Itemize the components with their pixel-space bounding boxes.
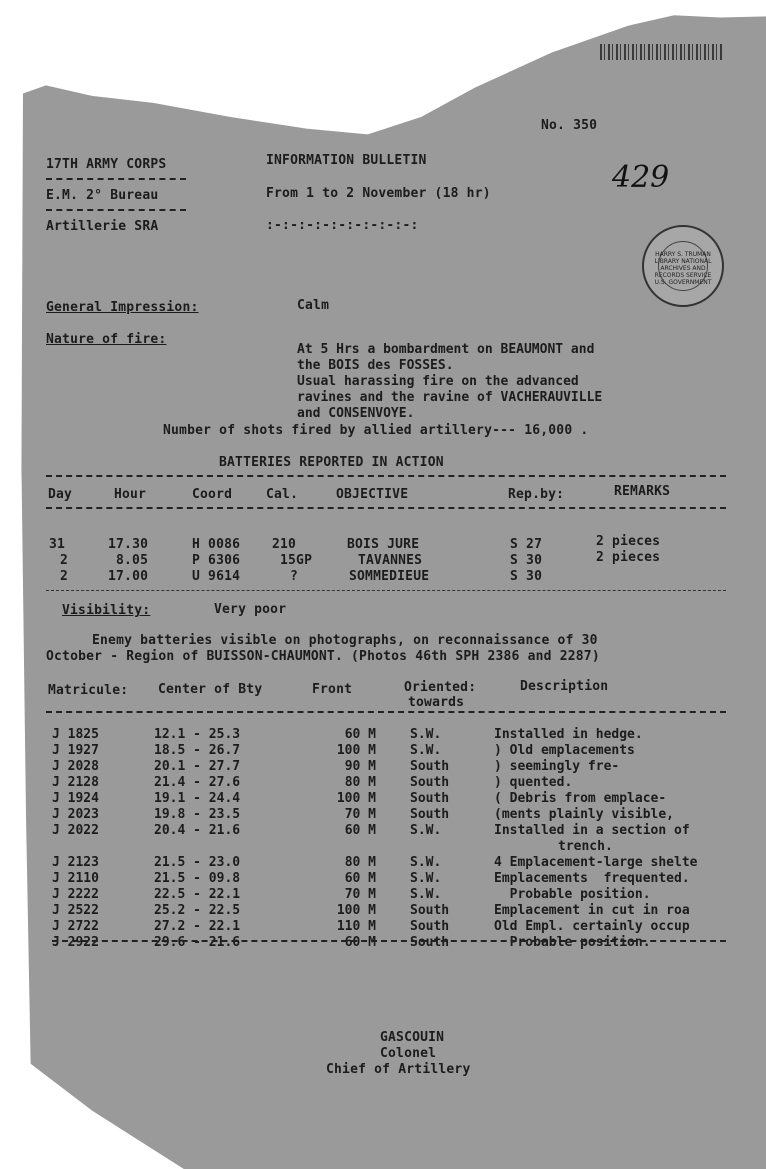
battery-hour: 8.05 xyxy=(116,553,149,568)
enemy-row-description: ) Old emplacements xyxy=(494,743,635,758)
col-objective: OBJECTIVE xyxy=(336,487,409,502)
enemy-row-front: 70 M xyxy=(344,887,376,902)
table-top-rule xyxy=(46,475,726,477)
enemy-row-front: 80 M xyxy=(344,775,376,790)
enemy-row-orientation: S.W. xyxy=(410,743,442,758)
enemy-intro-line1: Enemy batteries visible on photographs, on reconnaissance of 30 xyxy=(92,633,598,648)
battery-caliber: 210 xyxy=(272,537,297,552)
nature-of-fire-text xyxy=(297,326,602,438)
enemy-row-center: 22.5 - 22.1 xyxy=(154,887,241,902)
general-impression-value: Calm xyxy=(297,298,330,313)
col-caliber: Cal. xyxy=(266,487,299,502)
enemy-row-description: Installed in hedge. xyxy=(494,727,643,742)
general-impression-label: General Impression: xyxy=(46,300,199,315)
battery-objective: TAVANNES xyxy=(358,553,423,568)
battery-caliber: ? xyxy=(290,569,299,584)
nature-line: the BOIS des FOSSES. xyxy=(297,358,454,373)
enemy-intro-line2: October - Region of BUISSON-CHAUMONT. (Photos 46th SPH 2386 and 2287) xyxy=(46,649,600,664)
enemy-row-center: 29.6 - 21.6 xyxy=(154,935,241,950)
enemy-row-matricule: J 2922 xyxy=(52,935,99,950)
battery-hour: 17.30 xyxy=(108,537,149,552)
enemy-row-description: Old Empl. certainly occup xyxy=(494,919,690,934)
divider xyxy=(46,178,186,180)
battery-hour: 17.00 xyxy=(108,569,149,584)
enemy-front-column xyxy=(304,711,376,967)
enemy-row-front: 60 M xyxy=(344,727,376,742)
artillery-unit: Artillerie SRA xyxy=(46,219,159,234)
bulletin-title: INFORMATION BULLETIN xyxy=(266,153,427,168)
enemy-table-bottom-rule xyxy=(52,940,726,942)
enemy-center-column xyxy=(154,711,240,967)
enemy-row-orientation: South xyxy=(410,807,450,822)
enemy-row-matricule: J 2110 xyxy=(52,871,99,886)
signature-title: Chief of Artillery xyxy=(326,1062,471,1077)
enemy-orientation-column xyxy=(410,711,449,967)
enemy-row-orientation: S.W. xyxy=(410,727,442,742)
enemy-row-description: ) quented. xyxy=(494,775,573,790)
enemy-description-column xyxy=(494,711,740,967)
bulletin-period: From 1 to 2 November (18 hr) xyxy=(266,186,491,201)
archive-stamp xyxy=(642,225,724,307)
enemy-row-front: 80 M xyxy=(344,855,376,870)
enemy-row-matricule: J 2722 xyxy=(52,919,99,934)
enemy-row-front: 100 M xyxy=(336,903,376,918)
enemy-row-front: 60 M xyxy=(344,935,376,950)
enemy-matricule-column xyxy=(52,711,99,967)
enemy-row-center: 21.5 - 09.8 xyxy=(154,871,241,886)
enemy-row-description: ( Debris from emplace- xyxy=(494,791,667,806)
enemy-row-orientation xyxy=(410,839,449,855)
enemy-row-description: Emplacements frequented. xyxy=(494,871,690,886)
enemy-row-front xyxy=(304,839,376,855)
enemy-row-center: 25.2 - 22.5 xyxy=(154,903,241,918)
nature-line: At 5 Hrs a bombardment on BEAUMONT and xyxy=(297,342,595,357)
title-separator: :-:-:-:-:-:-:-:-:-: xyxy=(266,218,419,233)
enemy-row-matricule: J 2028 xyxy=(52,759,99,774)
col-hour: Hour xyxy=(114,487,147,502)
enemy-row-orientation: S.W. xyxy=(410,823,442,838)
enemy-row-center: 19.8 - 23.5 xyxy=(154,807,241,822)
battery-day: 2 xyxy=(60,553,69,568)
enemy-row-front: 60 M xyxy=(344,823,376,838)
enemy-row-description: Emplacement in cut in roa xyxy=(494,903,690,918)
nature-of-fire-label: Nature of fire: xyxy=(46,332,167,347)
battery-day: 31 xyxy=(49,537,66,552)
signature-name: GASCOUIN xyxy=(380,1030,445,1045)
battery-reported-by: S 30 xyxy=(510,553,543,568)
enemy-row-orientation: South xyxy=(410,903,450,918)
battery-caliber: 15GP xyxy=(280,553,313,568)
enemy-row-front: 110 M xyxy=(336,919,376,934)
enemy-row-front: 60 M xyxy=(344,871,376,886)
enemy-row-front: 90 M xyxy=(344,759,376,774)
batteries-title: BATTERIES REPORTED IN ACTION xyxy=(219,455,444,470)
table-bottom-rule xyxy=(46,590,726,591)
enemy-row-matricule xyxy=(52,839,99,855)
battery-coord: U 9614 xyxy=(192,569,241,584)
enemy-row-center: 19.1 - 24.4 xyxy=(154,791,241,806)
nature-line: ravines and the ravine of VACHERAUVILLE xyxy=(297,390,603,405)
enemy-row-front: 100 M xyxy=(336,743,376,758)
enemy-row-orientation: South xyxy=(410,775,450,790)
enemy-row-matricule: J 1924 xyxy=(52,791,99,806)
archive-barcode xyxy=(600,44,722,60)
enemy-row-center xyxy=(154,839,240,855)
enemy-row-matricule: J 2522 xyxy=(52,903,99,918)
battery-reported-by: S 30 xyxy=(510,569,543,584)
battery-remarks: 2 pieces xyxy=(596,534,661,549)
enemy-row-matricule: J 1927 xyxy=(52,743,99,758)
divider xyxy=(46,209,186,211)
enemy-row-orientation: S.W. xyxy=(410,871,442,886)
col-remarks: REMARKS xyxy=(614,484,671,499)
enemy-row-matricule: J 2023 xyxy=(52,807,99,822)
visibility-value: Very poor xyxy=(214,602,287,617)
visibility-label: Visibility: xyxy=(62,603,151,618)
col-description: Description xyxy=(520,679,609,694)
enemy-row-orientation: S.W. xyxy=(410,855,442,870)
col-day: Day xyxy=(48,487,73,502)
col-coord: Coord xyxy=(192,487,233,502)
enemy-row-orientation: S.W. xyxy=(410,887,442,902)
battery-coord: P 6306 xyxy=(192,553,241,568)
enemy-row-matricule: J 2123 xyxy=(52,855,99,870)
col-center-of-bty: Center of Bty xyxy=(158,682,263,697)
battery-day: 2 xyxy=(60,569,69,584)
enemy-row-center: 20.4 - 21.6 xyxy=(154,823,241,838)
enemy-row-orientation: South xyxy=(410,791,450,806)
enemy-row-matricule: J 2128 xyxy=(52,775,99,790)
battery-remarks: 2 pieces xyxy=(596,550,661,565)
enemy-row-center: 21.4 - 27.6 xyxy=(154,775,241,790)
enemy-row-matricule: J 2222 xyxy=(52,887,99,902)
document-number: No. 350 xyxy=(541,118,598,133)
enemy-row-center: 20.1 - 27.7 xyxy=(154,759,241,774)
handwritten-page-number: 429 xyxy=(612,160,670,195)
enemy-row-center: 18.5 - 26.7 xyxy=(154,743,241,758)
nature-line: Usual harassing fire on the advanced xyxy=(297,374,579,389)
col-towards: towards xyxy=(408,695,465,710)
enemy-row-orientation: South xyxy=(410,919,450,934)
col-matricule: Matricule: xyxy=(48,683,129,698)
battery-objective: BOIS JURE xyxy=(347,537,420,552)
enemy-row-description: Probable position. xyxy=(494,887,651,902)
enemy-row-description: ) seemingly fre- xyxy=(494,759,620,774)
enemy-row-orientation: South xyxy=(410,759,450,774)
col-oriented: Oriented: xyxy=(404,680,477,695)
enemy-row-front: 70 M xyxy=(344,807,376,822)
enemy-row-orientation: South xyxy=(410,935,450,950)
stamp-text: HARRY S. TRUMAN LIBRARY NATIONAL ARCHIVES AND RECORDS SERVICE U.S. GOVERNMENT xyxy=(654,251,712,286)
enemy-row-description: (ments plainly visible, xyxy=(494,807,675,822)
signature-rank: Colonel xyxy=(380,1046,437,1061)
battery-coord: H 0086 xyxy=(192,537,241,552)
enemy-row-description: Probable position. xyxy=(494,935,651,950)
corps-name: 17TH ARMY CORPS xyxy=(46,157,167,172)
header-rule xyxy=(46,507,726,509)
staff-bureau: E.M. 2° Bureau xyxy=(46,188,159,203)
enemy-row-center: 21.5 - 23.0 xyxy=(154,855,241,870)
enemy-row-description: Installed in a section of xyxy=(494,823,690,838)
enemy-row-center: 12.1 - 25.3 xyxy=(154,727,241,742)
enemy-row-matricule: J 2022 xyxy=(52,823,99,838)
enemy-row-description: 4 Emplacement-large shelte xyxy=(494,855,698,870)
col-front: Front xyxy=(312,682,353,697)
enemy-row-front: 100 M xyxy=(336,791,376,806)
shots-fired: Number of shots fired by allied artillery--- 16,000 . xyxy=(163,423,589,438)
col-reported-by: Rep.by: xyxy=(508,487,565,502)
enemy-row-description: trench. xyxy=(558,839,613,854)
battery-objective: SOMMEDIEUE xyxy=(349,569,430,584)
nature-line: and CONSENVOYE. xyxy=(297,406,415,421)
battery-reported-by: S 27 xyxy=(510,537,543,552)
enemy-row-matricule: J 1825 xyxy=(52,727,99,742)
enemy-row-center: 27.2 - 22.1 xyxy=(154,919,241,934)
